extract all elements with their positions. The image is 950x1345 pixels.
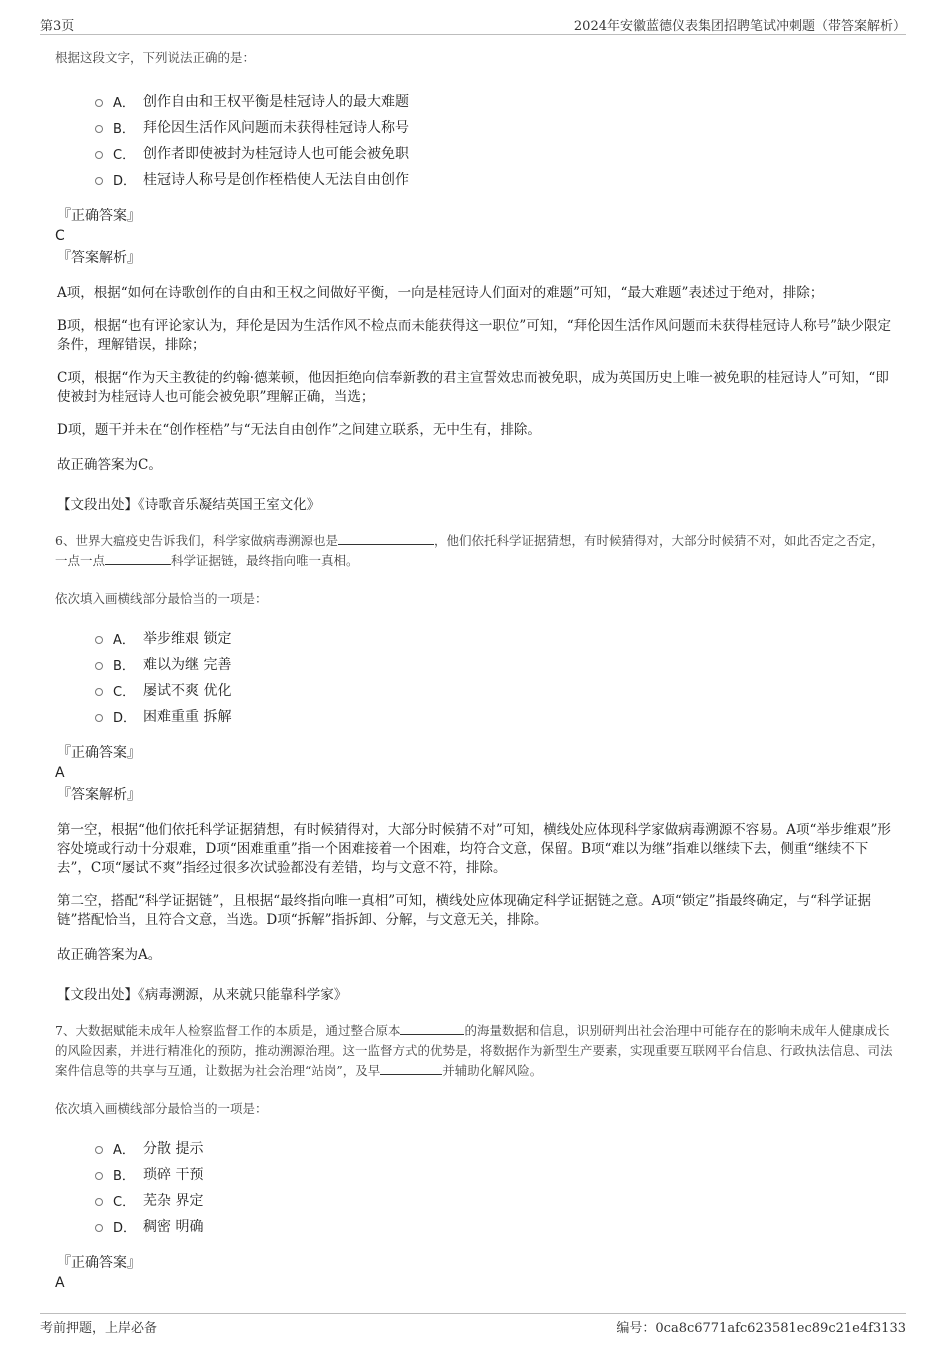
q6-sub-prompt: 依次填入画横线部分最恰当的一项是： [55, 591, 268, 606]
document-code: 编号：0ca8c6771afc623581ec89c21e4f3133 [616, 1321, 906, 1336]
q7-option-c[interactable]: C． 芜杂 界定 [95, 1187, 895, 1213]
q6-option-d[interactable]: D． 困难重重 拆解 [95, 703, 895, 729]
q5-option-b[interactable]: B． 拜伦因生活作风问题而未获得桂冠诗人称号 [95, 114, 895, 140]
q5-options [95, 88, 895, 192]
radio-icon[interactable] [95, 1198, 103, 1206]
q6-analysis-second: 第二空，搭配“科学证据链”，且根据“最终指向唯一真相”可知，横线处应体现确定科学证据链之意。A项“锁定”指最终确定，与“科学证据链”搭配恰当，且符合文意，当选。D项“拆解”指拆卸、分解，与文意无关，排除。 [57, 893, 872, 928]
document-title: 2024年安徽蓝德仪表集团招聘笔试冲刺题（带答案解析） [573, 19, 906, 34]
q6-conclusion: 故正确答案为A。 [57, 947, 162, 963]
q6-source: 【文段出处】《病毒溯源，从来就只能靠科学家》 [57, 987, 348, 1003]
q5-answer-label: 『正确答案』 [57, 208, 141, 224]
footer-slogan: 考前押题，上岸必备 [40, 1321, 158, 1336]
q5-answer: C [55, 228, 65, 244]
radio-icon[interactable] [95, 1172, 103, 1180]
radio-icon[interactable] [95, 151, 103, 159]
q6-answer-label: 『正确答案』 [57, 745, 141, 761]
q7-options [95, 1135, 895, 1239]
blank-line [105, 552, 171, 565]
q5-analysis-c: C项，根据“作为天主教徒的约翰·德莱顿，他因拒绝向信奉新教的君主宣誓效忠而被免职，成为英国历史上唯一被免职的桂冠诗人”可知，“即使被封为桂冠诗人也可能会被免职”理解正确，当选； [57, 370, 889, 405]
page-content [55, 48, 895, 1295]
radio-icon[interactable] [95, 125, 103, 133]
q6-options [95, 625, 895, 729]
page-number: 第3页 [40, 19, 75, 34]
q5-conclusion: 故正确答案为C。 [57, 457, 162, 473]
q6-option-b[interactable]: B． 难以为继 完善 [95, 651, 895, 677]
q7-answer: A [55, 1275, 65, 1291]
blank-line [400, 1022, 464, 1035]
radio-icon[interactable] [95, 662, 103, 670]
q7-answer-label: 『正确答案』 [57, 1255, 141, 1271]
q7-sub-prompt: 依次填入画横线部分最恰当的一项是： [55, 1101, 268, 1116]
q5-analysis-label: 『答案解析』 [57, 250, 141, 266]
radio-icon[interactable] [95, 1146, 103, 1154]
radio-icon[interactable] [95, 99, 103, 107]
q6-analysis-first: 第一空，根据“他们依托科学证据猜想，有时候猜得对，大部分时候猜不对”可知，横线处应体现科学家做病毒溯源不容易。A项“举步维艰”形容处境或行动十分艰难，D项“困难重重”指一个困难接着一个困难，均符合文意，保留。B项“难以为继”指难以继续下去，侧重“继续不下去”，C项“屡试不爽”指经过很多次试验都没有差错，均与文意不符，排除。 [57, 822, 891, 876]
radio-icon[interactable] [95, 177, 103, 185]
q5-option-a[interactable]: A． 创作自由和王权平衡是桂冠诗人的最大难题 [95, 88, 895, 114]
q5-option-c[interactable]: C． 创作者即使被封为桂冠诗人也可能会被免职 [95, 140, 895, 166]
q7-option-a[interactable]: A． 分散 提示 [95, 1135, 895, 1161]
radio-icon[interactable] [95, 688, 103, 696]
radio-icon[interactable] [95, 714, 103, 722]
q7-option-d[interactable]: D． 稠密 明确 [95, 1213, 895, 1239]
q5-analysis-d: D项，题干并未在“创作桎梏”与“无法自由创作”之间建立联系，无中生有，排除。 [57, 422, 541, 438]
q7-question: 7、大数据赋能未成年人检察监督工作的本质是，通过整合原本 的海量数据和信息，识别研判出社会治理中可能存在的影响未成年人健康成长的风险因素，并进行精准化的预防，推动溯源治理。这一监督方式的优势是，将数据作为新型生产要素，实现重要互联网平台信息、行政执法信息、司法案件信息等的共享与互通，让数据为社会治理“站岗”，及早 并辅助化解风险。 [55, 1023, 893, 1078]
q5-source: 【文段出处】《诗歌音乐凝结英国王室文化》 [57, 497, 321, 513]
q5-prompt: 根据这段文字，下列说法正确的是： [55, 50, 256, 65]
page-header [40, 12, 906, 35]
page-footer [40, 1313, 906, 1338]
q6-option-a[interactable]: A． 举步维艰 锁定 [95, 625, 895, 651]
blank-line [380, 1062, 442, 1075]
q6-option-c[interactable]: C． 屡试不爽 优化 [95, 677, 895, 703]
q5-analysis-b: B项，根据“也有评论家认为，拜伦是因为生活作风不检点而未能获得这一职位”可知，“拜伦因生活作风问题而未获得桂冠诗人称号”缺少限定条件，理解错误，排除； [57, 318, 892, 353]
q6-analysis-label: 『答案解析』 [57, 787, 141, 803]
q7-option-b[interactable]: B． 琐碎 干预 [95, 1161, 895, 1187]
q5-analysis-a: A项，根据“如何在诗歌创作的自由和王权之间做好平衡，一向是桂冠诗人们面对的难题”可知，“最大难题”表述过于绝对，排除； [57, 285, 824, 301]
q6-answer: A [55, 765, 65, 781]
q5-option-d[interactable]: D． 桂冠诗人称号是创作桎梏使人无法自由创作 [95, 166, 895, 192]
radio-icon[interactable] [95, 1224, 103, 1232]
blank-line [338, 532, 434, 545]
radio-icon[interactable] [95, 636, 103, 644]
q6-question: 6、世界大瘟疫史告诉我们，科学家做病毒溯源也是 ，他们依托科学证据猜想，有时候猜得对，大部分时候猜不对，如此否定之否定，一点一点 科学证据链，最终指向唯一真相。 [55, 533, 884, 568]
